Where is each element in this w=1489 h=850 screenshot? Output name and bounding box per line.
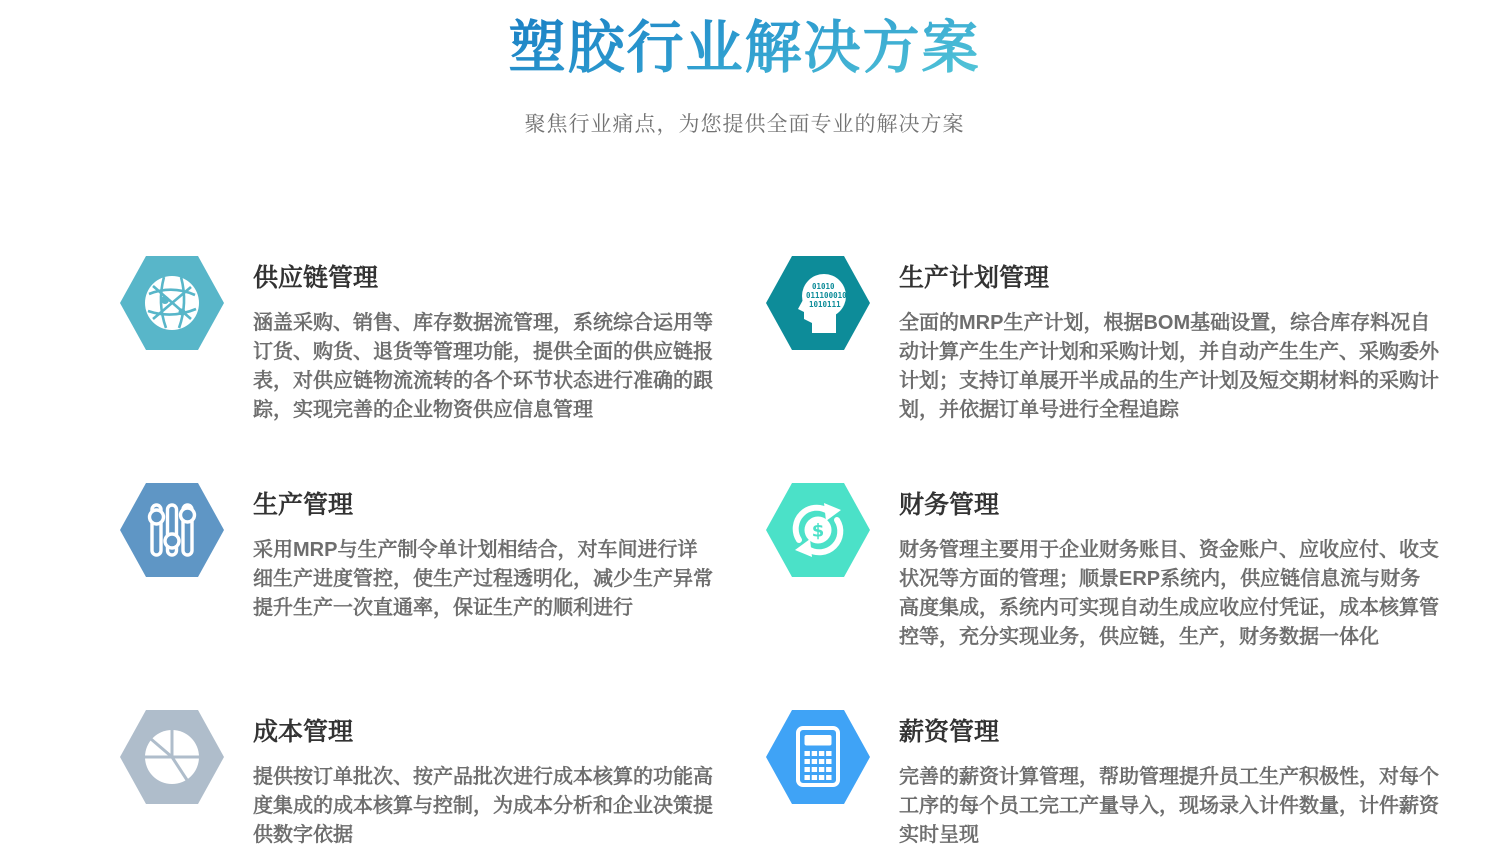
- feature-description: 采用MRP与生产制令单计划相结合，对车间进行详细生产进度管控，使生产过程透明化，减少生产异常提升生产一次直通率，保证生产的顺利进行: [253, 538, 713, 619]
- feature-title: 生产管理: [253, 490, 354, 519]
- feature-body: [253, 483, 716, 623]
- svg-text:01010: 01010: [812, 281, 835, 291]
- feature-card-payroll: [766, 710, 1440, 850]
- feature-card-supply-chain: [120, 256, 732, 425]
- feature-card-finance: [766, 483, 1440, 652]
- feature-title: 成本管理: [253, 717, 354, 746]
- feature-title: 薪资管理: [899, 717, 1000, 746]
- svg-text:011100010: 011100010: [806, 290, 847, 300]
- hero-header: [0, 0, 1489, 138]
- page-title: 塑胶行业解决方案: [508, 16, 981, 80]
- pie-chart-icon: [120, 710, 224, 804]
- feature-body: [899, 256, 1439, 425]
- feature-title: 财务管理: [899, 490, 1000, 519]
- globe-network-icon: [120, 256, 224, 350]
- feature-description: 完善的薪资计算管理，帮助管理提升员工生产积极性，对每个工序的每个员工完工产量导入，现场录入计件数量，计件薪资实时呈现: [899, 765, 1439, 846]
- feature-card-production-planning: [766, 256, 1440, 425]
- feature-body: [899, 483, 1439, 652]
- feature-title: 生产计划管理: [899, 263, 1050, 292]
- feature-title: 供应链管理: [253, 263, 379, 292]
- feature-card-production: [120, 483, 732, 652]
- calculator-icon: [766, 710, 870, 804]
- feature-description: 提供按订单批次、按产品批次进行成本核算的功能高度集成的成本核算与控制，为成本分析和企业决策提供数字依据: [253, 765, 713, 846]
- feature-description: 全面的MRP生产计划，根据BOM基础设置，综合库存料况自动计算产生生产计划和采购计划，并自动产生生产、采购委外计划；支持订单展开半成品的生产计划及短交期材料的采购计划，并依据订单号进行全程追踪: [899, 311, 1439, 421]
- feature-grid: [120, 256, 1489, 850]
- feature-description: 财务管理主要用于企业财务账目、资金账户、应收应付、收支状况等方面的管理；顺景ERP系统内，供应链信息流与财务高度集成，系统内可实现自动生成应收应付凭证，成本核算管控等，充分实现业务，供应链，生产，财务数据一体化: [899, 538, 1439, 648]
- head-binary-icon: [766, 256, 870, 350]
- page-subtitle: 聚焦行业痛点，为您提供全面专业的解决方案: [524, 112, 965, 136]
- feature-description: 涵盖采购、销售、库存数据流管理，系统综合运用等订货、购货、退货等管理功能，提供全面的供应链报表，对供应链物流流转的各个环节状态进行准确的跟踪，实现完善的企业物资供应信息管理: [253, 311, 713, 421]
- feature-body: [253, 710, 716, 850]
- svg-text:$: $: [811, 520, 825, 542]
- feature-body: [253, 256, 716, 425]
- sliders-icon: [120, 483, 224, 577]
- currency-sync-icon: [766, 483, 870, 577]
- svg-text:1010111: 1010111: [809, 299, 841, 309]
- feature-body: [899, 710, 1439, 850]
- feature-card-cost: [120, 710, 732, 850]
